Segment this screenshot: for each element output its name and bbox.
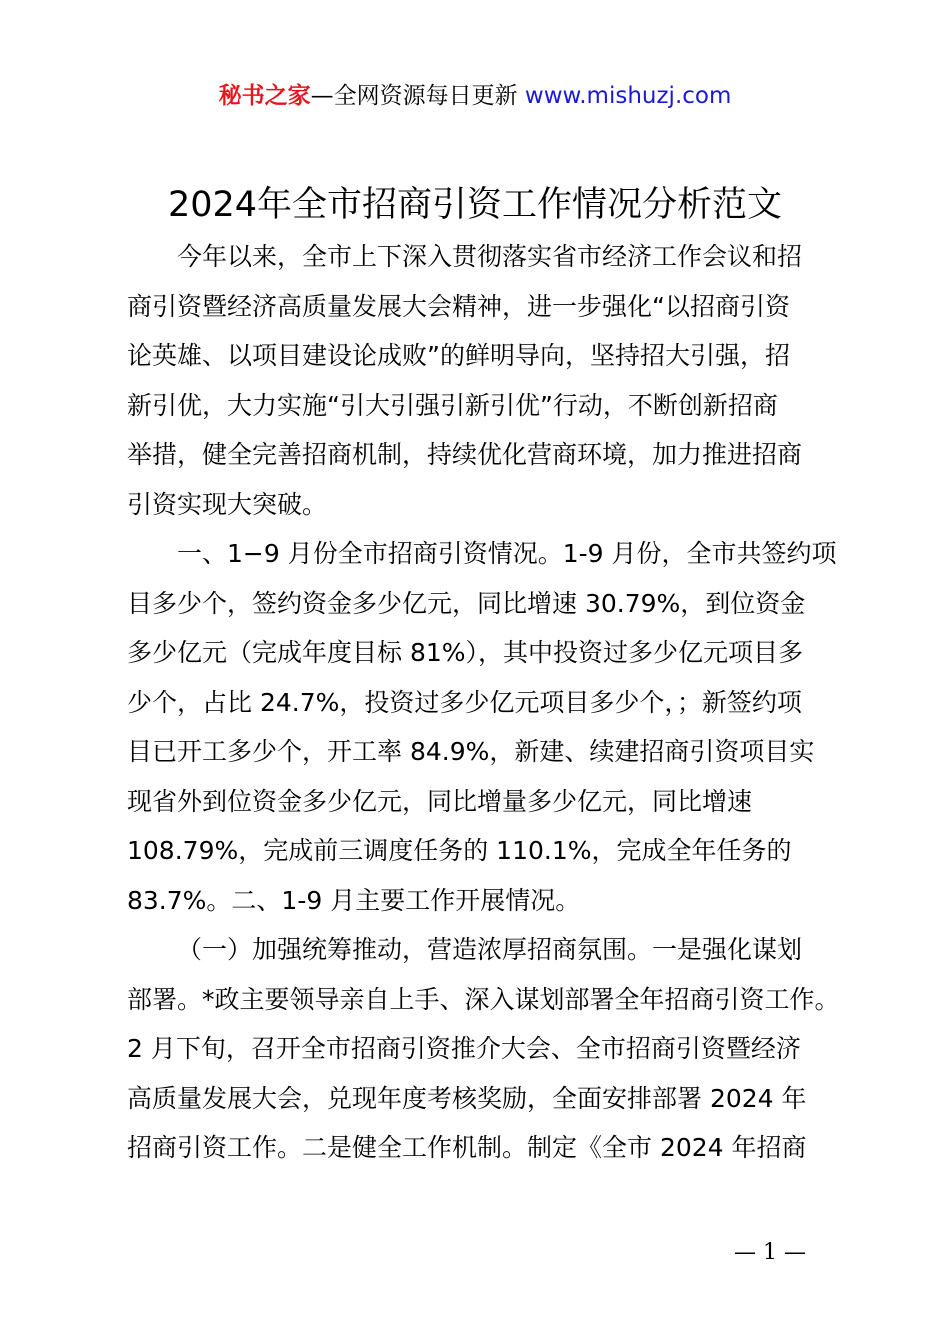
page-number: — 1 —	[734, 1240, 806, 1265]
text-line: （一）加强统筹推动，营造浓厚招商氛围。一是强化谋划	[177, 935, 803, 964]
document-body	[127, 232, 847, 1173]
brand-name: 秘书之家	[218, 83, 311, 109]
text-line: 现省外到位资金多少亿元，同比增量多少亿元，同比增速	[127, 786, 753, 816]
text-line: 论英雄、以项目建设论成败”的鲜明导向，坚持招大引强，招	[127, 341, 790, 370]
text-line: 高质量发展大会，兑现年度考核奖励，全面安排部署 2024 年	[127, 1083, 807, 1113]
text-line: 目已开工多少个，开工率 84.9%，新建、续建招商引资项目实	[127, 737, 815, 766]
text-line: 2 月下旬，召开全市招商引资推介大会、全市招商引资暨经济	[127, 1034, 801, 1063]
text-line: 目多少个，签约资金多少亿元，同比增速 30.79%，到位资金	[127, 588, 806, 618]
text-line: 部署。*政主要领导亲自上手、深入谋划部署全年招商引资工作。	[127, 984, 840, 1014]
text-line: 少个，占比 24.7%，投资过多少亿元项目多少个，；新签约项	[127, 687, 802, 717]
site-url-link[interactable]: www.mishuzj.com	[524, 83, 732, 109]
text-line: 多少亿元（完成年度目标 81%），其中投资过多少亿元项目多	[127, 638, 804, 667]
site-header	[0, 78, 950, 114]
text-line: 举措，健全完善招商机制，持续优化营商环境，加力推进招商	[127, 440, 803, 469]
text-line: 108.79%，完成前三调度任务的 110.1%，完成全年任务的	[127, 836, 792, 865]
text-line: 83.7%。二、1-9 月主要工作开展情况。	[127, 885, 581, 915]
text-line: 一、1−9 月份全市招商引资情况。1-9 月份，全市共签约项	[177, 539, 837, 568]
text-line: 引资实现大突破。	[127, 489, 328, 519]
text-line: 新引优，大力实施“引大引强引新引优”行动，不断创新招商	[127, 390, 778, 420]
text-line: 今年以来，全市上下深入贯彻落实省市经济工作会议和招	[177, 242, 803, 271]
header-tagline: —全网资源每日更新	[310, 83, 518, 109]
text-line: 商引资暨经济高质量发展大会精神，进一步强化“以招商引资	[127, 291, 790, 321]
document-title: 2024年全市招商引资工作情况分析范文	[167, 185, 783, 225]
text-line: 招商引资工作。二是健全工作机制。制定《全市 2024 年招商	[127, 1133, 807, 1162]
